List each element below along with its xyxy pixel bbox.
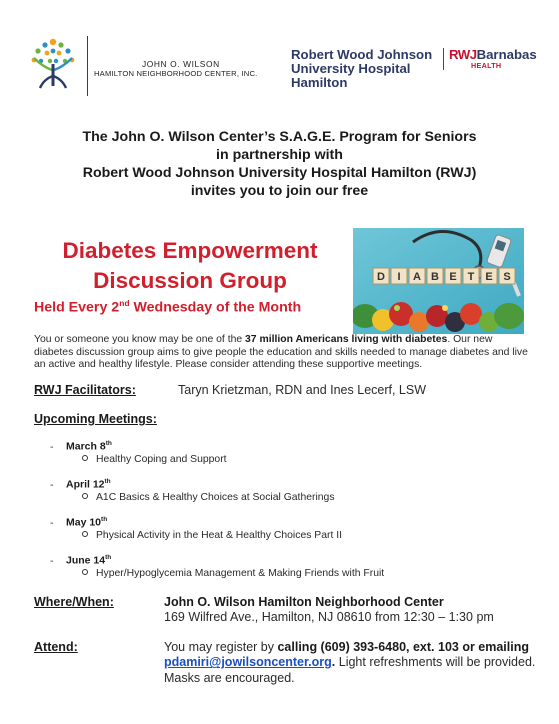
meeting-date-sup: th xyxy=(105,440,112,447)
brand-rwj: RWJ xyxy=(449,47,477,62)
event-title-line1: Diabetes Empowerment xyxy=(62,238,318,263)
meeting-topic-text: A1C Basics & Healthy Choices at Social Gatherings xyxy=(96,492,335,503)
event-description xyxy=(34,334,528,372)
intro-line4: invites you to join our free xyxy=(190,183,369,199)
diabetes-photo xyxy=(353,228,524,334)
meeting-date xyxy=(66,516,107,529)
tile-letter: E xyxy=(449,271,457,283)
circle-bullet-icon xyxy=(82,493,88,499)
tile-letter: S xyxy=(503,271,511,283)
meeting-topic xyxy=(82,530,342,541)
meeting-date-text: March 8 xyxy=(66,440,106,453)
wilson-name-line2: HAMILTON NEIGHBORHOOD CENTER, INC. xyxy=(94,69,258,78)
circle-bullet-icon xyxy=(82,531,88,537)
rwj-hospital-name xyxy=(291,48,432,89)
event-title xyxy=(40,236,340,296)
where-label: Where/When: xyxy=(34,595,114,609)
meeting-date-text: May 10 xyxy=(66,516,102,529)
meeting-date xyxy=(66,478,111,491)
attend-value xyxy=(164,640,536,686)
tile-letter: B xyxy=(431,271,439,283)
rwj-line2: University Hospital xyxy=(291,60,411,76)
where-value xyxy=(164,595,544,625)
venue-name: John O. Wilson Hamilton Neighborhood Center xyxy=(164,595,444,609)
tile-letter: I xyxy=(397,271,401,283)
list-item xyxy=(50,440,510,478)
wilson-name-line1: JOHN O. WILSON xyxy=(142,59,220,69)
meeting-date xyxy=(66,440,112,453)
intro-line1: The John O. Wilson Center’s S.A.G.E. Program for Seniors xyxy=(82,129,477,145)
attend-period: . xyxy=(331,655,336,670)
schedule-pre: Held Every 2 xyxy=(34,299,120,316)
meeting-topic-text: Hyper/Hypoglycemia Management & Making Friends with Fruit xyxy=(96,568,385,579)
circle-bullet-icon xyxy=(82,455,88,461)
attend-pre: You may register by xyxy=(164,640,278,654)
intro-heading xyxy=(0,128,559,200)
desc-post: . Our new diabetes discussion group aims to give people the education and skills needed to manage diabetes and live an active and healthy lifestyle. Please consider attending these supportive meetings. xyxy=(34,334,528,371)
intro-line3: Robert Wood Johnson University Hospital Hamilton (RWJ) xyxy=(82,165,477,181)
meetings-list xyxy=(50,440,510,592)
schedule-post: Wednesday of the Month xyxy=(129,299,302,316)
list-dash: - xyxy=(50,555,54,567)
meeting-topic-text: Healthy Coping and Support xyxy=(96,454,227,465)
facilitators-row xyxy=(34,383,427,397)
intro-line2: in partnership with xyxy=(216,147,343,163)
header-logos xyxy=(0,30,559,100)
meeting-topic xyxy=(82,568,384,579)
rwj-barnabas-logo xyxy=(449,48,537,70)
meeting-topic xyxy=(82,454,227,465)
wilson-center-name xyxy=(94,59,257,79)
attend-label: Attend: xyxy=(34,640,78,654)
wilson-tree-logo-icon xyxy=(28,36,78,92)
facilitators-label: RWJ Facilitators: xyxy=(34,383,136,397)
schedule-sup: nd xyxy=(119,298,130,308)
meeting-date xyxy=(66,554,111,567)
meeting-topic-text: Physical Activity in the Heat & Healthy Choices Part II xyxy=(96,530,343,541)
facilitators-value: Taryn Krietzman, RDN and Ines Lecerf, LSW xyxy=(178,383,427,397)
rwj-line3: Hamilton xyxy=(291,74,348,90)
meeting-date-text: April 12 xyxy=(66,478,105,491)
attend-call: calling (609) 393-6480, ext. 103 or emailing xyxy=(277,640,529,654)
meeting-date-sup: th xyxy=(105,554,112,561)
list-item xyxy=(50,516,510,554)
upcoming-meetings-heading xyxy=(34,412,157,426)
event-title-line2: Discussion Group xyxy=(93,268,287,293)
list-item xyxy=(50,554,510,592)
meeting-date-sup: th xyxy=(101,516,108,523)
event-schedule xyxy=(34,298,301,316)
rwj-line1: Robert Wood Johnson xyxy=(291,47,433,62)
email-link[interactable]: pdamiri@jowilsoncenter.org xyxy=(164,655,332,670)
tile-letter: A xyxy=(413,271,421,283)
meeting-date-sup: th xyxy=(104,478,111,485)
circle-bullet-icon xyxy=(82,569,88,575)
brand-health: HEALTH xyxy=(471,61,502,70)
tile-letter: D xyxy=(377,271,385,283)
list-dash: - xyxy=(50,441,54,453)
list-item xyxy=(50,478,510,516)
attend-post: Light refreshments will be provided. Masks are encouraged. xyxy=(164,655,536,685)
brand-barnabas: Barnabas xyxy=(476,47,537,62)
venue-address: 169 Wilfred Ave., Hamilton, NJ 08610 from 12:30 – 1:30 pm xyxy=(164,610,494,624)
tile-letter: E xyxy=(485,271,493,283)
list-dash: - xyxy=(50,479,54,491)
upcoming-label: Upcoming Meetings: xyxy=(34,412,157,426)
tile-letter: T xyxy=(467,271,475,283)
list-dash: - xyxy=(50,517,54,529)
meeting-date-text: June 14 xyxy=(66,554,106,567)
desc-bold: 37 million Americans living with diabetes xyxy=(245,334,448,345)
rwj-divider xyxy=(443,48,444,70)
logo-divider xyxy=(87,36,88,96)
meeting-topic xyxy=(82,492,335,503)
desc-pre: You or someone you know may be one of the xyxy=(34,334,246,345)
